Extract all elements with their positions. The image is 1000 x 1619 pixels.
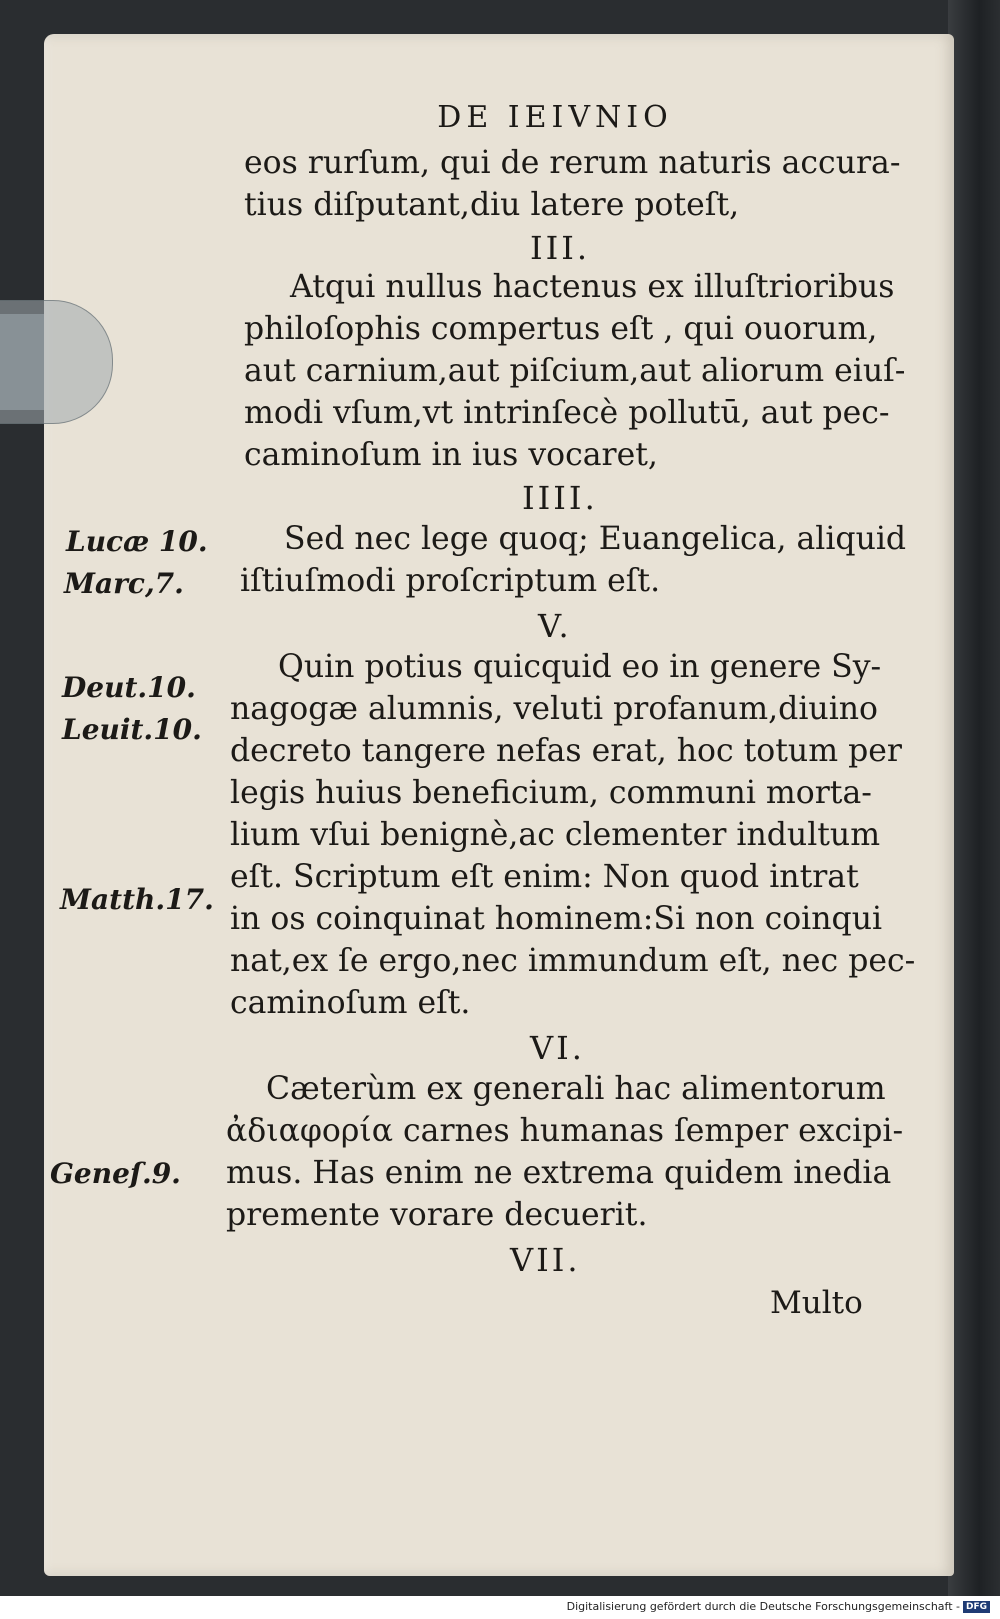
text-line: iſtiuſmodi proſcriptum eſt. — [240, 563, 661, 599]
margin-note: Deut.10. — [62, 671, 196, 704]
running-head: DE IEIVNIO — [437, 100, 673, 135]
margin-note: Geneſ.9. — [50, 1157, 181, 1190]
text-line: Atqui nullus hactenus ex illuſtrioribus — [290, 269, 895, 305]
footer-credit-text: Digitalisierung gefördert durch die Deutsche Forschungsgemeinschaft - — [566, 1600, 960, 1613]
book-edge — [948, 0, 1000, 1596]
section-number: IIII. — [522, 479, 598, 517]
dfg-logo: DFG — [963, 1601, 990, 1613]
text-line: lium vſui benignè,ac clementer indultum — [230, 817, 881, 853]
text-line: Sed nec lege quoq; Euangelica, aliquid — [284, 521, 907, 557]
text-line: legis huius beneficium, communi morta- — [230, 775, 872, 811]
section-number: V. — [538, 607, 572, 645]
text-line: philoſophis compertus eſt , qui ouorum, — [244, 311, 878, 347]
text-line: tius diſputant,diu latere poteſt, — [244, 187, 740, 223]
section-number: VII. — [510, 1241, 581, 1279]
catchword: Multo — [770, 1285, 863, 1321]
margin-note: Matth.17. — [60, 883, 214, 916]
section-number: III. — [530, 229, 591, 267]
text-line: nagogæ alumnis, veluti profanum,diuino — [230, 691, 879, 727]
text-line: eos rurſum, qui de rerum naturis accura- — [244, 145, 901, 181]
text-line: caminoſum in ius vocaret, — [244, 437, 658, 473]
text-line: aut carnium,aut piſcium,aut aliorum eiuſ- — [244, 353, 906, 389]
text-line: eſt. Scriptum eſt enim: Non quod intrat — [230, 859, 859, 895]
text-line: caminoſum eſt. — [230, 985, 471, 1021]
footer-bar — [0, 1596, 1000, 1619]
text-line: in os coinquinat hominem:Si non coinqui — [230, 901, 883, 937]
page-clip — [0, 300, 113, 424]
text-line: Cæterùm ex generali hac alimentorum — [266, 1071, 886, 1107]
margin-note: Leuit.10. — [62, 713, 202, 746]
text-line: ἀδιαφορία carnes humanas ſemper excipi- — [226, 1113, 904, 1149]
text-line: Quin potius quicquid eo in genere Sy- — [278, 649, 882, 685]
margin-note: Lucæ 10. — [66, 525, 208, 558]
text-line: modi vſum,vt intrinſecè pollutū, aut pec- — [244, 395, 890, 431]
text-line: mus. Has enim ne extrema quidem inedia — [226, 1155, 892, 1191]
text-line: decreto tangere nefas erat, hoc totum per — [230, 733, 902, 769]
footer-credit — [567, 1600, 990, 1613]
text-line: nat,ex ſe ergo,nec immundum eſt, nec pec- — [230, 943, 916, 979]
text-line: premente vorare decuerit. — [226, 1197, 648, 1233]
section-number: VI. — [530, 1029, 585, 1067]
margin-note: Marc,7. — [64, 567, 184, 600]
